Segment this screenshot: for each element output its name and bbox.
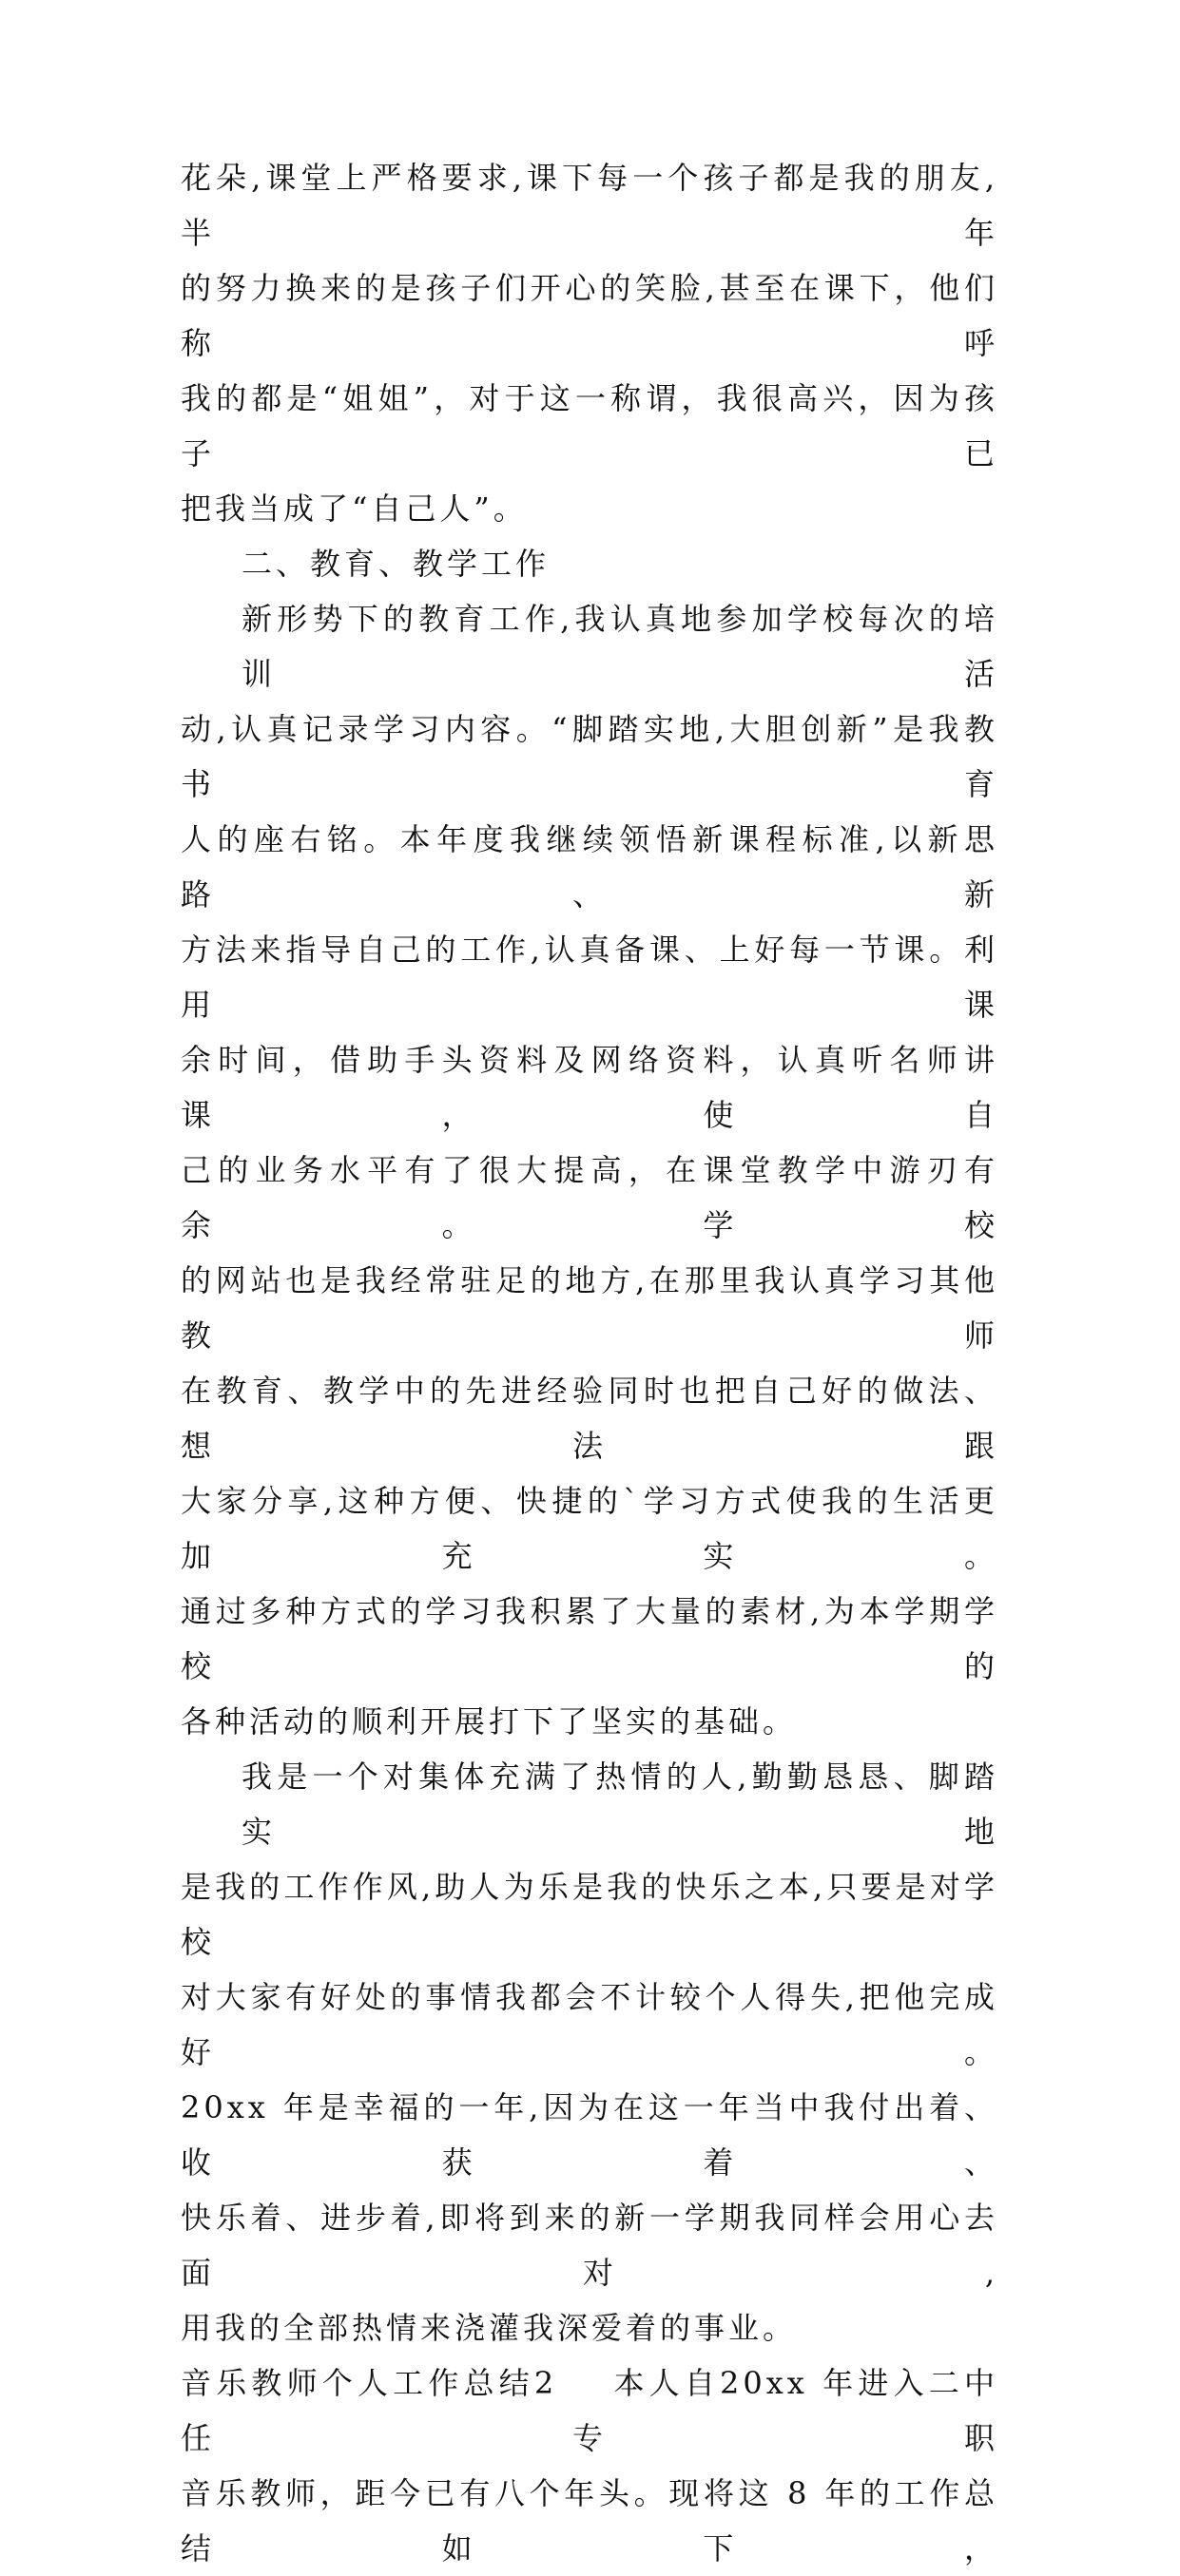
text-line: 快乐着、进步着,即将到来的新一学期我同样会用心去面对, xyxy=(181,2200,998,2291)
text-line: 在教育、教学中的先进经验同时也把自己好的做法、想法跟 xyxy=(181,1373,998,1464)
text-line: 对大家有好处的事情我都会不计较个人得失,把他完成好。 xyxy=(181,1979,998,2070)
section-heading-text: 二、教育、教学工作 xyxy=(242,546,551,582)
paragraph-3 xyxy=(181,591,998,1749)
paragraph-1 xyxy=(181,150,998,536)
text-line: 余时间，借助手头资料及网络资料，认真听名师讲课，使自 xyxy=(181,1042,998,1133)
text-line: 用我的全部热情来浇灌我深爱着的事业。 xyxy=(181,2310,798,2346)
document-body xyxy=(181,150,998,2576)
text-line: 我的都是“姐姐”，对于这一称谓，我很高兴，因为孩子已 xyxy=(181,380,998,471)
text-line: 我是一个对集体充满了热情的人,勤勤恳恳、脚踏实地 xyxy=(242,1759,998,1850)
text-line: 花朵,课堂上严格要求,课下每一个孩子都是我的朋友,半年 xyxy=(181,160,998,251)
section-heading-education xyxy=(181,536,998,591)
text-line: 新形势下的教育工作,我认真地参加学校每次的培训活 xyxy=(242,601,998,692)
text-line: 把我当成了“自己人”。 xyxy=(181,490,528,527)
text-line: 的努力换来的是孩子们开心的笑脸,甚至在课下，他们称呼 xyxy=(181,270,998,361)
text-line: 方法来指导自己的工作,认真备课、上好每一节课。利用课 xyxy=(181,932,998,1023)
text-line: 音乐教师，距今已有八个年头。现将这 8 年的工作总结如下， xyxy=(181,2475,998,2566)
text-line: 己的业务水平有了很大提高，在课堂教学中游刃有余。学校 xyxy=(181,1152,998,1243)
paragraph-5 xyxy=(181,2355,998,2576)
text-line: 人的座右铭。本年度我继续领悟新课程标准,以新思路、新 xyxy=(181,821,998,913)
summary-heading: 音乐教师个人工作总结2 xyxy=(181,2365,558,2401)
text-line xyxy=(181,2355,998,2466)
text-line: 20xx 年是幸福的一年,因为在这一年当中我付出着、收获着、 xyxy=(181,2089,998,2181)
text-line: 的网站也是我经常驻足的地方,在那里我认真学习其他教师 xyxy=(181,1262,998,1354)
paragraph-4 xyxy=(181,1749,998,2355)
text-line: 各种活动的顺利开展打下了坚实的基础。 xyxy=(181,1703,798,1740)
text-line: 通过多种方式的学习我积累了大量的素材,为本学期学校的 xyxy=(181,1593,998,1684)
text-line: 大家分享,这种方便、快捷的`学习方式使我的生活更加充实。 xyxy=(181,1483,998,1574)
text-line: 是我的工作作风,助人为乐是我的快乐之本,只要是对学校 xyxy=(181,1869,998,1960)
text-line: 动,认真记录学习内容。“脚踏实地,大胆创新”是我教书育 xyxy=(181,711,998,802)
summary-intro-text: 本人自20xx 年进入二中任专职 xyxy=(181,2365,998,2456)
